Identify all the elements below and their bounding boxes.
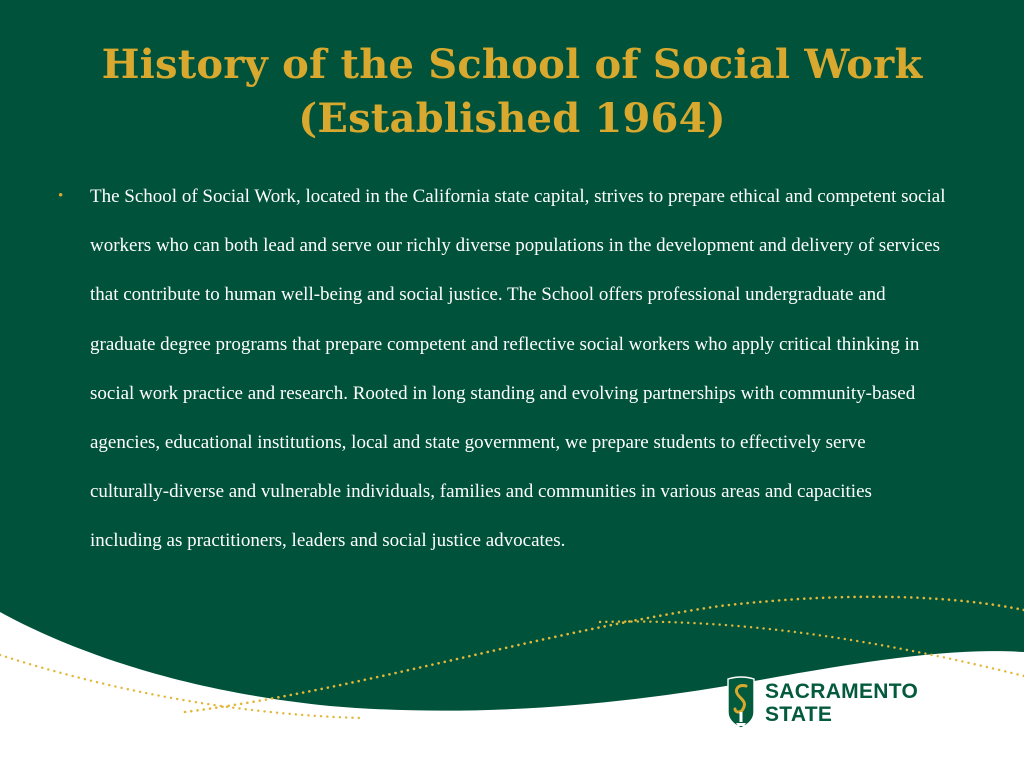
sacramento-state-logo [725, 676, 930, 734]
logo-line-1: SACRAMENTO [765, 680, 919, 703]
bullet-marker: • [58, 188, 64, 204]
bullet-list [58, 172, 948, 566]
title-line-1: History of the School of Social Work [101, 41, 923, 88]
logo-wordmark [765, 680, 918, 726]
title-line-2: (Established 1964) [298, 95, 726, 142]
torch-s-emblem-icon [725, 676, 757, 732]
slide-title [0, 38, 1024, 146]
logo-line-2: STATE [765, 703, 833, 726]
bullet-paragraph: The School of Social Work, located in the California state capital, strives to prepare ethical and competent social workers who can both lead and serve our richly diverse populations in the development and delivery of services that contribute to human well-being and social justice. The School offers professional undergraduate and graduate degree programs that prepare competent and reflective social workers who apply critical thinking in social work practice and research. Rooted in long standing and evolving partnerships with community-based agencies, educational institutions, local and state government, we prepare students to effectively serve culturally-diverse and vulnerable individuals, families and communities in various areas and capacities including as practitioners, leaders and social justice advocates. [90, 186, 946, 552]
